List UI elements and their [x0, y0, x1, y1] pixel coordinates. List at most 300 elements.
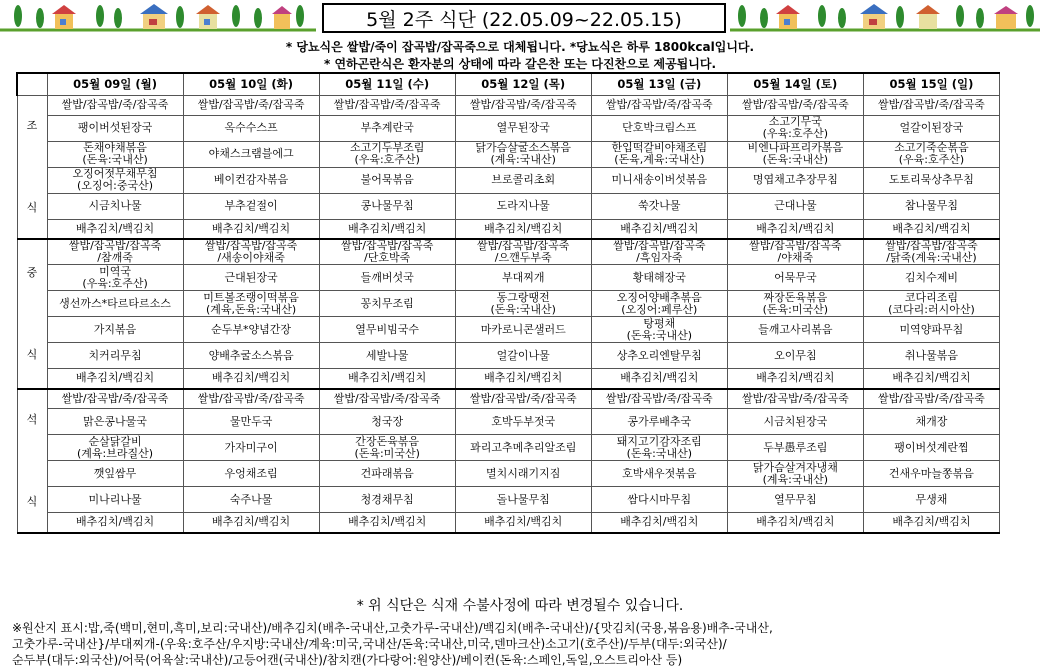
menu-item	[863, 95, 999, 115]
menu-item	[591, 513, 727, 533]
dish-name: 건파래볶음	[360, 466, 414, 480]
menu-item	[455, 461, 591, 487]
menu-item	[183, 369, 319, 389]
dish-name: 멸치시래기지짐	[486, 466, 561, 480]
dish-name: 맑은콩나물국	[83, 414, 147, 428]
dish-name: 쌀밥/잡곡밥/죽/잡곡죽	[197, 98, 305, 111]
meal-label	[17, 389, 47, 533]
menu-item	[863, 317, 999, 343]
dish-name: 소고기두부조림	[349, 141, 425, 154]
dish-name: 쌀밥/잡곡밥/죽/잡곡죽	[61, 391, 169, 405]
dish-name: 야채스크램블에그	[208, 147, 294, 160]
origin-line: 고춧가루-국내산}/부대찌개-(우육:호주산/우지방:국내산/계육:미국,국내산/돈육:국내산,미국,덴마크산)소고기(호주산)/두부(대두:외국산)/	[12, 637, 727, 651]
menu-item	[319, 141, 455, 167]
header-banner	[0, 0, 1040, 36]
menu-item	[47, 461, 183, 487]
menu-item	[47, 95, 183, 115]
dish-name: 오징어젓무채무침	[72, 167, 158, 180]
menu-item	[591, 219, 727, 239]
menu-item	[863, 369, 999, 389]
dish-origin: (돈육:국내산)	[626, 446, 692, 460]
menu-item	[727, 291, 863, 317]
menu-item	[47, 291, 183, 317]
dish-name: 콩나물무침	[360, 199, 414, 212]
dish-name: 배추김치/백김치	[756, 221, 835, 235]
origin-labels	[12, 620, 1032, 668]
menu-item	[183, 115, 319, 141]
dish-name: 불어묵볶음	[360, 173, 414, 186]
menu-item	[183, 141, 319, 167]
menu-item	[47, 193, 183, 219]
dish-name: 배추김치/백김치	[212, 515, 291, 529]
menu-item	[863, 193, 999, 219]
menu-item	[319, 487, 455, 513]
dish-name: 배추김치/백김치	[756, 515, 835, 529]
menu-item	[183, 265, 319, 291]
menu-item	[591, 291, 727, 317]
menu-row	[17, 291, 1000, 317]
dish-name: 쑥갓나물	[638, 199, 681, 212]
day-header: 05월 14일 (토)	[727, 73, 863, 95]
menu-item	[727, 239, 863, 265]
dish-name: 배추김치/백김치	[484, 371, 563, 385]
menu-item	[863, 167, 999, 193]
dish-name: 쌀밥/잡곡밥/잡곡죽	[749, 239, 842, 252]
menu-row	[17, 369, 1000, 389]
dish-origin: /닭죽(계육:국내산)	[886, 251, 977, 264]
menu-item	[47, 115, 183, 141]
menu-item	[47, 513, 183, 533]
dish-name: 치커리무침	[88, 348, 142, 362]
change-notice: * 위 식단은 식재 수불사정에 따라 변경될수 있습니다.	[356, 598, 684, 614]
dish-name: 물만두국	[229, 414, 273, 428]
menu-item	[591, 141, 727, 167]
menu-item	[455, 167, 591, 193]
dish-origin: (우육:호주산)	[898, 153, 965, 166]
dish-name: 쌀밥/잡곡밥/죽/잡곡죽	[605, 98, 713, 111]
menu-item	[591, 435, 727, 461]
menu-item	[47, 487, 183, 513]
menu-item	[47, 343, 183, 369]
dish-name: 팽이버섯계란찜	[894, 440, 969, 454]
menu-item	[319, 115, 455, 141]
dish-name: 가지볶음	[93, 322, 137, 336]
dish-origin: (돈육,계육:국내산)	[614, 153, 705, 166]
menu-row	[17, 435, 1000, 461]
dish-name: 베이컨감자볶음	[213, 173, 289, 186]
dish-name: 쌀밥/잡곡밥/죽/잡곡죽	[61, 98, 169, 111]
dish-name: 배추김치/백김치	[75, 515, 155, 529]
dish-name: 배추김치/백김치	[484, 221, 563, 235]
dish-name: 무생채	[915, 492, 948, 506]
meal-label-top: 석	[26, 412, 38, 426]
meal-label-top: 조	[26, 118, 38, 132]
dish-name: 쌀밥/잡곡밥/죽/잡곡죽	[741, 391, 849, 405]
dish-name: 미트볼조랭이떡볶음	[203, 290, 299, 304]
dish-name: 배추김치/백김치	[75, 371, 155, 385]
menu-item	[591, 115, 727, 141]
menu-item	[591, 265, 727, 291]
dish-name: 배추김치/백김치	[892, 221, 971, 235]
menu-item	[319, 435, 455, 461]
dish-name: 쌀밥/잡곡밥/잡곡죽	[477, 239, 570, 252]
menu-item	[47, 141, 183, 167]
dish-name: 코다리조림	[904, 290, 958, 304]
dish-name: 호박두부젓국	[491, 414, 556, 428]
dish-origin: (계육:국내산)	[490, 153, 556, 166]
dish-name: 우엉채조림	[224, 466, 278, 480]
menu-row	[17, 115, 1000, 141]
menu-item	[455, 115, 591, 141]
dish-name: 배추김치/백김치	[484, 515, 563, 529]
menu-item	[863, 141, 999, 167]
menu-item	[455, 141, 591, 167]
menu-item	[183, 409, 319, 435]
meal-label-bottom: 식	[26, 494, 38, 508]
dish-name: 배추김치/백김치	[348, 221, 427, 235]
dish-name: 미역양파무침	[899, 322, 964, 336]
menu-item	[727, 265, 863, 291]
dish-name: 배추김치/백김치	[620, 515, 699, 529]
dish-name: 취나물볶음	[904, 348, 958, 362]
dish-name: 배추김치/백김치	[212, 371, 291, 385]
menu-item	[727, 95, 863, 115]
dish-origin: (돈육:국내산)	[626, 328, 692, 342]
dish-name: 부대찌개	[501, 270, 545, 284]
dish-origin: (우육:호주산)	[82, 276, 148, 290]
dish-origin: (돈육:미국산)	[354, 446, 420, 460]
dish-name: 열무된장국	[496, 121, 550, 134]
menu-row	[17, 513, 1000, 533]
dish-origin: (오징어:중국산)	[77, 179, 154, 192]
menu-item	[591, 487, 727, 513]
menu-item	[863, 513, 999, 533]
dish-name: 배추김치/백김치	[892, 515, 971, 529]
dish-name: 참나물무침	[904, 199, 958, 212]
menu-item	[727, 193, 863, 219]
dish-name: 얼갈이된장국	[899, 121, 964, 134]
menu-item	[319, 265, 455, 291]
menu-item	[319, 409, 455, 435]
menu-item	[183, 461, 319, 487]
dish-name: 근대나물	[774, 199, 817, 212]
menu-item	[183, 193, 319, 219]
dish-origin: /새송이야채죽	[217, 251, 285, 264]
dish-origin: (돈육:미국산)	[762, 302, 829, 316]
meal-label-bottom: 식	[26, 200, 38, 214]
menu-item	[727, 343, 863, 369]
menu-row	[17, 95, 1000, 115]
origin-line: 순두부(대두:외국산)/어묵(어육살:국내산)/고등어캔(국내산)/참치캔(가다랑어:원양산)/베이컨(돈육:스페인,독일,오스트리아산 등)	[12, 653, 683, 667]
menu-item	[591, 389, 727, 409]
village-decoration-left	[0, 2, 316, 32]
menu-item	[319, 219, 455, 239]
meal-label	[17, 239, 47, 389]
day-header: 05월 09일 (월)	[47, 73, 183, 95]
dish-origin: /참깨죽	[97, 251, 133, 264]
menu-item	[319, 389, 455, 409]
menu-item	[591, 317, 727, 343]
dish-name: 청경채무침	[360, 492, 414, 506]
dish-name: 순살닭갈비	[88, 434, 142, 448]
menu-row	[17, 409, 1000, 435]
day-header: 05월 12일 (목)	[455, 73, 591, 95]
menu-row	[17, 317, 1000, 343]
dish-name: 세발나물	[365, 348, 409, 362]
dish-name: 꽈리고추메추리알조림	[470, 440, 577, 454]
menu-item	[455, 219, 591, 239]
dish-name: 단호박크림스프	[622, 121, 697, 134]
menu-item	[591, 409, 727, 435]
dish-name: 배추김치/백김치	[348, 371, 427, 385]
dish-name: 쌀밥/잡곡밥/죽/잡곡죽	[469, 98, 577, 111]
dish-origin: (계육:국내산)	[762, 472, 829, 486]
dish-name: 쌀밥/잡곡밥/잡곡죽	[613, 239, 706, 252]
menu-item	[319, 513, 455, 533]
dish-name: 시금치된장국	[763, 414, 828, 428]
dysphagia-notice: * 연하곤란식은 환자분의 상태에 따라 갈은찬 또는 다진찬으로 제공됩니다.	[323, 57, 717, 71]
menu-item	[455, 193, 591, 219]
menu-item	[863, 219, 999, 239]
menu-item	[183, 219, 319, 239]
menu-item	[727, 513, 863, 533]
menu-item	[183, 389, 319, 409]
menu-item	[319, 343, 455, 369]
dish-origin: (돈육:국내산)	[762, 153, 829, 166]
dish-name: 동그랑땡전	[496, 290, 550, 304]
menu-body	[17, 95, 1000, 533]
menu-item	[863, 461, 999, 487]
menu-item	[455, 343, 591, 369]
dish-name: 배추김치/백김치	[892, 371, 971, 385]
menu-row	[17, 389, 1000, 409]
menu-item	[183, 317, 319, 343]
menu-item	[183, 487, 319, 513]
dish-name: 돼지고기감자조림	[616, 434, 702, 448]
dish-name: 쌀밥/잡곡밥/잡곡죽	[885, 239, 978, 252]
dish-name: 마카로니콘샐러드	[480, 322, 566, 336]
menu-item	[455, 487, 591, 513]
menu-item	[47, 167, 183, 193]
menu-item	[183, 167, 319, 193]
menu-item	[47, 239, 183, 265]
menu-item	[455, 95, 591, 115]
dish-name: 비엔나파프리카볶음	[747, 141, 844, 154]
menu-row	[17, 265, 1000, 291]
menu-item	[319, 291, 455, 317]
menu-item	[183, 291, 319, 317]
dish-name: 김치수제비	[904, 270, 958, 284]
dish-name: 호박새우젓볶음	[622, 466, 697, 480]
menu-item	[591, 167, 727, 193]
menu-item	[727, 487, 863, 513]
menu-item	[727, 435, 863, 461]
meal-label	[17, 95, 47, 239]
menu-item	[319, 239, 455, 265]
menu-item	[455, 369, 591, 389]
menu-item	[863, 389, 999, 409]
menu-item	[455, 435, 591, 461]
menu-item	[455, 291, 591, 317]
menu-item	[47, 369, 183, 389]
menu-item	[47, 265, 183, 291]
dish-name: 배추김치/백김치	[212, 221, 291, 235]
dish-name: 어묵무국	[774, 270, 817, 284]
dish-origin: /흑임자죽	[636, 251, 683, 264]
dish-origin: /단호박죽	[364, 251, 411, 264]
page-title: 5월 2주 식단 (22.05.09~22.05.15)	[322, 3, 726, 33]
menu-item	[591, 239, 727, 265]
dish-name: 황태해장국	[632, 270, 686, 284]
menu-item	[183, 343, 319, 369]
menu-item	[727, 219, 863, 239]
menu-row	[17, 461, 1000, 487]
dish-name: 쌀밥/잡곡밥/죽/잡곡죽	[333, 98, 441, 111]
menu-item	[183, 513, 319, 533]
menu-item	[863, 435, 999, 461]
menu-item	[591, 461, 727, 487]
dish-name: 건새우마늘쫑볶음	[888, 466, 974, 480]
dish-name: 브로콜리초회	[491, 173, 556, 186]
dish-name: 열무무침	[774, 492, 817, 506]
menu-item	[183, 435, 319, 461]
dish-name: 쌀밥/잡곡밥/잡곡죽	[68, 239, 162, 252]
village-decoration-right	[728, 2, 1040, 32]
dish-name: 미나리나물	[88, 492, 142, 506]
dish-name: 오징어양배추볶음	[616, 290, 702, 304]
dish-name: 배추김치/백김치	[756, 371, 835, 385]
menu-item	[591, 343, 727, 369]
dish-name: 돌나물무침	[496, 492, 550, 506]
dish-name: 쌀밥/잡곡밥/죽/잡곡죽	[469, 391, 577, 405]
dish-name: 오이무침	[774, 348, 817, 362]
dish-name: 생선까스*타르타르소스	[59, 296, 171, 310]
menu-row	[17, 167, 1000, 193]
dish-name: 짜장돈육볶음	[763, 290, 828, 304]
menu-item	[863, 239, 999, 265]
dish-origin: /으깬두부죽	[494, 251, 552, 264]
menu-item	[727, 141, 863, 167]
dish-name: 가자미구이	[224, 440, 278, 454]
menu-item	[591, 193, 727, 219]
menu-item	[319, 95, 455, 115]
menu-item	[319, 193, 455, 219]
menu-item	[727, 409, 863, 435]
dish-name: 두부愚루조림	[763, 440, 828, 454]
dish-name: 쌀밥/잡곡밥/잡곡죽	[340, 239, 434, 252]
dish-origin: (계육:브라질산)	[77, 446, 154, 460]
dish-name: 열무비빔국수	[355, 322, 420, 336]
dish-name: 도라지나물	[496, 199, 550, 212]
menu-item	[591, 95, 727, 115]
day-header: 05월 13일 (금)	[591, 73, 727, 95]
dish-origin: /야채죽	[777, 251, 814, 264]
dish-name: 쌀밥/잡곡밥/죽/잡곡죽	[197, 391, 305, 405]
menu-item	[863, 115, 999, 141]
menu-item	[319, 369, 455, 389]
menu-item	[455, 409, 591, 435]
menu-item	[47, 435, 183, 461]
dish-name: 명엽채고추장무침	[752, 173, 838, 186]
dish-name: 들깨버섯국	[360, 270, 414, 284]
dish-name: 팽이버섯된장국	[77, 121, 153, 134]
menu-item	[455, 513, 591, 533]
dish-name: 숙주나물	[229, 492, 273, 506]
dish-name: 배추김치/백김치	[348, 515, 427, 529]
menu-item	[591, 369, 727, 389]
dish-name: 깻잎쌈무	[93, 466, 137, 480]
menu-item	[47, 219, 183, 239]
weekly-menu-table	[16, 72, 1000, 534]
menu-item	[863, 409, 999, 435]
dish-name: 쌀밥/잡곡밥/죽/잡곡죽	[878, 391, 985, 405]
dish-name: 채개장	[915, 414, 948, 428]
dish-name: 미니새송이버섯볶음	[611, 173, 708, 186]
menu-item	[727, 317, 863, 343]
menu-item	[727, 115, 863, 141]
day-header: 05월 10일 (화)	[183, 73, 319, 95]
dish-name: 도토리묵상추무침	[888, 173, 974, 186]
menu-item	[47, 317, 183, 343]
menu-row	[17, 487, 1000, 513]
menu-item	[455, 239, 591, 265]
menu-item	[727, 461, 863, 487]
dish-name: 탕평채	[643, 316, 676, 330]
menu-item	[183, 239, 319, 265]
dish-name: 소고기죽순볶음	[894, 141, 969, 154]
dish-name: 한입떡갈비야채조림	[611, 141, 708, 154]
dish-name: 얼갈이나물	[496, 348, 550, 362]
dish-name: 부추계란국	[360, 121, 414, 134]
diabetic-notice: * 당뇨식은 쌀밥/죽이 잡곡밥/잡곡죽으로 대체됩니다. *당뇨식은 하루 1800kcal입니다.	[285, 40, 755, 54]
origin-line: ※원산지 표시:밥,죽(백미,현미,흑미,보리:국내산)/배추김치(배추-국내산,고춧가루-국내산)/백김치(배추-국내산)/{맛김치(국용,볶음용)배추-국내산,	[12, 621, 773, 635]
dish-name: 들깨고사리볶음	[758, 322, 833, 336]
meal-label-bottom: 식	[26, 347, 38, 361]
menu-item	[319, 461, 455, 487]
menu-item	[47, 409, 183, 435]
menu-item	[727, 389, 863, 409]
menu-item	[863, 487, 999, 513]
dish-name: 꽁치무조림	[360, 296, 414, 310]
dish-name: 돈채야채볶음	[83, 141, 147, 154]
menu-row	[17, 219, 1000, 239]
dish-name: 근대된장국	[224, 270, 278, 284]
dish-name: 쌀밥/잡곡밥/잡곡죽	[204, 239, 298, 252]
menu-item	[455, 265, 591, 291]
menu-item	[863, 343, 999, 369]
dish-origin: (우육:호주산)	[354, 153, 420, 166]
dish-name: 양배추굴소스볶음	[208, 348, 294, 362]
dish-name: 배추김치/백김치	[620, 221, 699, 235]
corner-cell	[17, 73, 47, 95]
menu-item	[455, 389, 591, 409]
dish-name: 쌀밥/잡곡밥/죽/잡곡죽	[741, 98, 849, 111]
dish-name: 배추김치/백김치	[75, 221, 155, 235]
dish-origin: (돈육:국내산)	[82, 153, 148, 166]
dish-origin: (오징어:페루산)	[621, 302, 698, 316]
day-header: 05월 11일 (수)	[319, 73, 455, 95]
menu-item	[47, 389, 183, 409]
meal-label-top: 중	[26, 265, 38, 279]
dish-origin: (우육:호주산)	[762, 127, 829, 140]
menu-item	[863, 265, 999, 291]
dish-name: 쌀밥/잡곡밥/죽/잡곡죽	[878, 98, 985, 111]
dish-name: 쌀밥/잡곡밥/죽/잡곡죽	[333, 391, 441, 405]
menu-item	[727, 167, 863, 193]
dish-name: 쌈다시마무침	[627, 492, 692, 506]
dish-origin: (계육,돈육:국내산)	[206, 302, 297, 316]
menu-item	[319, 167, 455, 193]
